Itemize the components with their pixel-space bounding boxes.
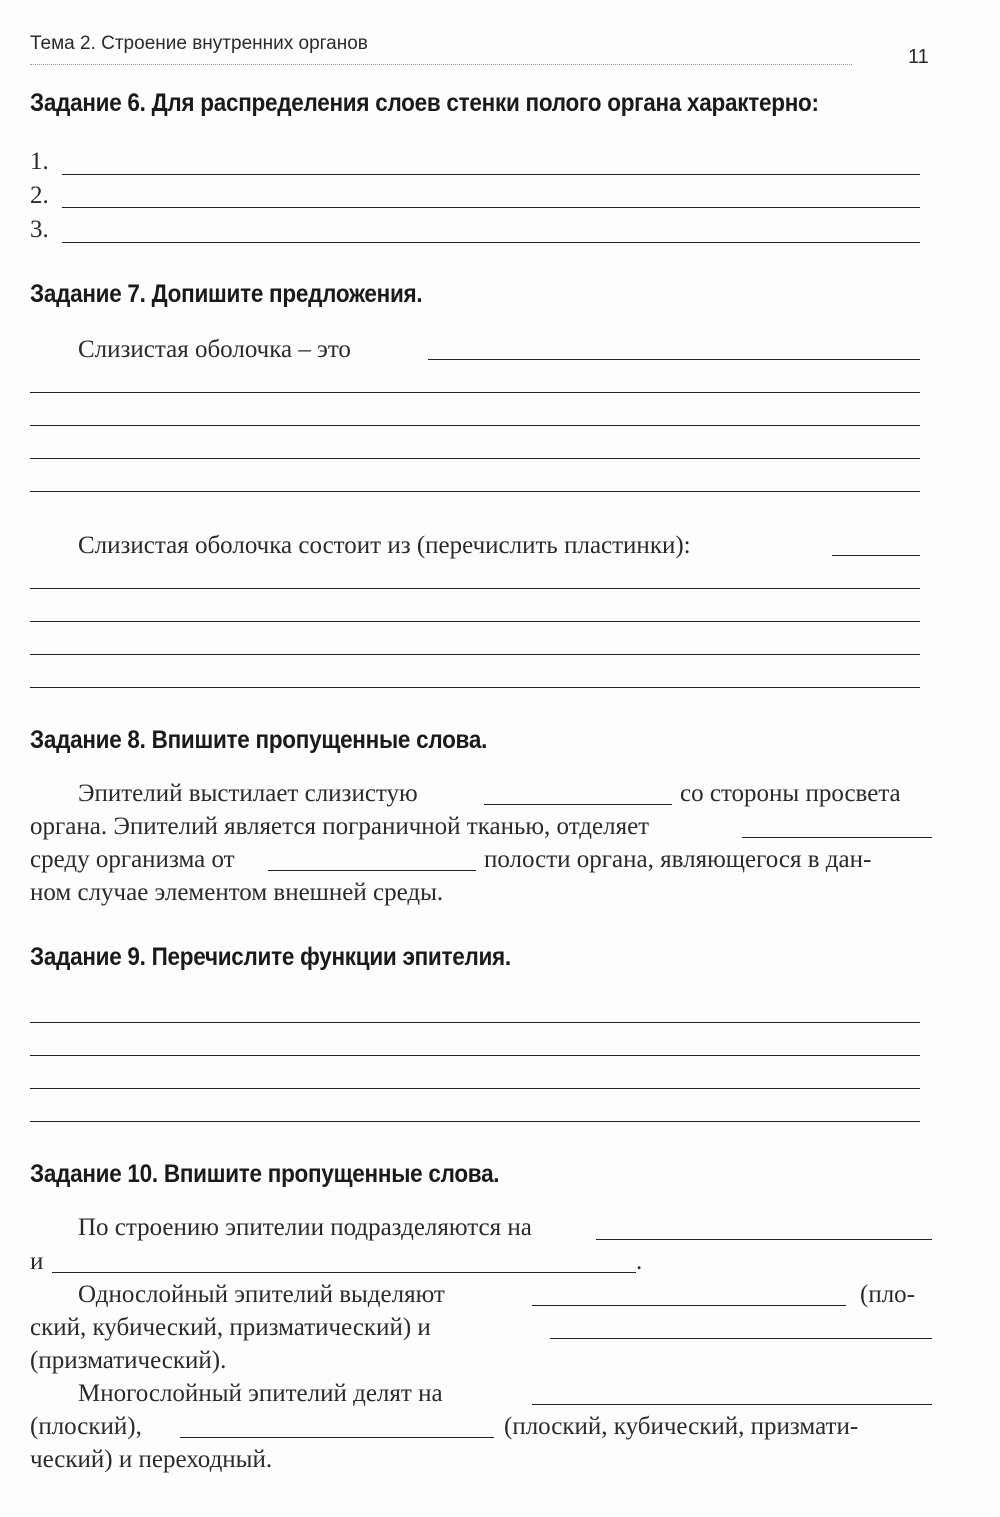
task10-blank-5[interactable] <box>532 1404 932 1405</box>
task6-title: Задание 6. Для распределения слоев стенки полого органа характерно: <box>30 89 819 117</box>
page-number: 11 <box>908 46 929 68</box>
task6-number-1: 1. <box>30 148 49 175</box>
task9-answer-line-2[interactable] <box>30 1055 920 1056</box>
task10-line2-a: и <box>30 1248 44 1275</box>
task10-line3-a: Однослойный эпителий выделяют <box>78 1281 445 1308</box>
task10-line4-a: ский, кубический, призматический) и <box>30 1314 431 1341</box>
task6-number-3: 3. <box>30 216 49 243</box>
task8-title: Задание 8. Впишите пропущенные слова. <box>30 726 488 754</box>
task10-line3-b: (пло- <box>860 1281 916 1308</box>
task7-answer1-line-2[interactable] <box>30 425 920 426</box>
task9-answer-line-1[interactable] <box>30 1022 920 1023</box>
task7-title: Задание 7. Допишите предложения. <box>30 280 423 308</box>
task10-blank-6[interactable] <box>180 1437 494 1438</box>
task6-answer-line-1[interactable] <box>62 174 920 175</box>
task8-blank-1[interactable] <box>484 804 672 805</box>
task8-line1-b: со стороны просвета <box>680 780 901 807</box>
task10-line7-a: (плоский), <box>30 1413 142 1440</box>
running-header: Тема 2. Строение внутренних органов <box>30 33 368 54</box>
task9-title: Задание 9. Перечислите функции эпителия. <box>30 943 511 971</box>
task10-line5: (призматический). <box>30 1347 227 1374</box>
task10-line7-b: (плоский, кубический, призмати- <box>504 1413 859 1440</box>
task10-blank-4[interactable] <box>550 1338 932 1339</box>
task7-answer2-line-3[interactable] <box>30 654 920 655</box>
task7-prompt1: Слизистая оболочка – это <box>78 336 351 363</box>
task10-blank-1[interactable] <box>596 1239 932 1240</box>
task8-line1-a: Эпителий выстилает слизистую <box>78 780 418 807</box>
task7-answer1-line-3[interactable] <box>30 458 920 459</box>
task8-line3-a: среду организма от <box>30 846 235 873</box>
header-rule <box>30 64 852 65</box>
task7-answer1-line-1[interactable] <box>30 392 920 393</box>
task10-line2-b: . <box>636 1248 643 1275</box>
task9-answer-line-4[interactable] <box>30 1121 920 1122</box>
task10-blank-3[interactable] <box>532 1305 846 1306</box>
task9-answer-line-3[interactable] <box>30 1088 920 1089</box>
task10-title: Задание 10. Впишите пропущенные слова. <box>30 1160 500 1188</box>
task10-line6: Многослойный эпителий делят на <box>78 1380 443 1407</box>
task7-answer2-line-4[interactable] <box>30 687 920 688</box>
task10-blank-2[interactable] <box>52 1272 636 1273</box>
task7-answer1-line-4[interactable] <box>30 491 920 492</box>
task10-line8: ческий) и переходный. <box>30 1446 273 1473</box>
task6-answer-line-3[interactable] <box>62 242 920 243</box>
task8-line2-a: органа. Эпителий является пограничной тканью, отделяет <box>30 813 650 840</box>
task8-blank-3[interactable] <box>268 870 476 871</box>
task6-number-2: 2. <box>30 182 49 209</box>
task7-answer2-line-2[interactable] <box>30 621 920 622</box>
task7-answer2-line-1[interactable] <box>30 588 920 589</box>
task7-answer2-line-inline[interactable] <box>832 555 920 556</box>
task10-line1: По строению эпителии подразделяются на <box>78 1214 532 1241</box>
task8-blank-2[interactable] <box>742 837 932 838</box>
task7-prompt2: Слизистая оболочка состоит из (перечислить пластинки): <box>78 532 691 559</box>
task8-line4: ном случае элементом внешней среды. <box>30 879 444 906</box>
task6-answer-line-2[interactable] <box>62 207 920 208</box>
task7-answer1-line-inline[interactable] <box>428 359 920 360</box>
task8-line3-b: полости органа, являющегося в дан- <box>484 846 872 873</box>
